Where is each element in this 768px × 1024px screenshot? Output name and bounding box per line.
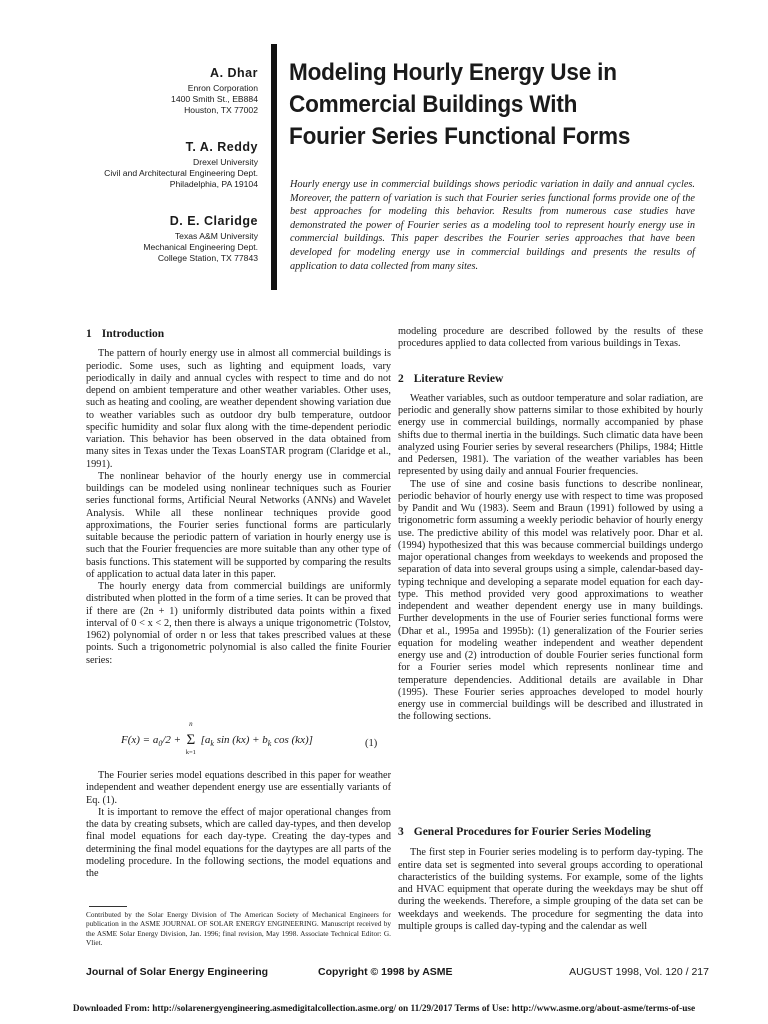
equation-rhs-sin: sin (kx) + b bbox=[213, 734, 268, 747]
author-3 bbox=[143, 214, 258, 264]
section-heading-literature-review bbox=[398, 373, 703, 385]
abstract: Hourly energy use in commercial buildings shows periodic variation in daily and annual cycles. Moreover, the pattern of variation is such that Fourier series functional forms provide one of the best approaches for modeling this behavior. Results from numerous case studies have demonstrated the power of Fourier series as a modeling tool to represent hourly energy use in commercial buildings. This paper describes the Fourier series approaches that have been developed for modeling energy use in commercial buildings and presents the results of application to data collected from many sites. bbox=[290, 179, 695, 272]
section-title: General Procedures for Fourier Series Modeling bbox=[413, 826, 651, 838]
paragraph: The use of sine and cosine basis functions to describe nonlinear, periodic behavior of hourly energy use with respect to time was proposed by Pandit and Wu (1983). Seem and Braun (1991) followed by using a trigonometric form assuming a weekly periodic behavior of hourly energy use. The predictive ability of this model was relatively poor. Dhar et al. (1994) hypothesized that this was because commercial buildings undergo major operational changes from weekdays to weekends and proposed the separation of data into several groups using a simple, calendar-based day-typing technique and developing a separate model equation for each day-type. This method provided very good approximations to weather independent and weather dependent energy use in many buildings. Further developments in the use of Fourier series functional forms were (Dhar et al., 1995a and 1995b): (1) generalization of the Fourier series equation for modeling weather independent and weather dependent energy use and (2) introduction of double Fourier series functional form for a Fourier series model which represents nonlinear time and temperature dependencies. Additional details are available in Dhar (1995). These Fourier series approaches developed to model hourly energy use in commercial buildings will be described and illustrated in the following sections. bbox=[398, 478, 703, 723]
author-affiliation: Drexel University bbox=[193, 157, 258, 167]
section-number: 2 bbox=[398, 372, 404, 385]
title-divider-bar bbox=[271, 44, 277, 290]
section-number: 3 bbox=[398, 826, 404, 838]
right-column bbox=[398, 326, 703, 724]
equation-1: $F(x) = a_0/2$ + n Σ k=1 [$a_k$ $\sin (kx) + b_k$ cos (kx)] bbox=[121, 720, 313, 756]
footnote-rule bbox=[89, 906, 127, 907]
copyright: Copyright © 1998 by ASME bbox=[318, 966, 453, 978]
paragraph: The hourly energy data from commercial buildings are uniformly distributed when plotted in the form of a time series. It can be proved that if there are (2n + 1) uniformly distributed data points within a fixed interval of 0 < x < 2, then there is always a unique trigonometric (Tolstov, 1962) polynomial of order n or less that takes prescribed values at these points. Such a trigonometric polynomial is also called the finite Fourier series: bbox=[86, 581, 391, 666]
journal-name: Journal of Solar Energy Engineering bbox=[86, 966, 269, 978]
paragraph: The Fourier series model equations described in this paper for weather independent and weather dependent energy use are essentially variants of Eq. (1). bbox=[86, 770, 391, 806]
paper-title bbox=[289, 57, 694, 153]
download-notice: Downloaded From: http://solarenergyengineering.asmedigitalcollection.asme.org/ on 11/29/2017 Terms of Use: http://www.asme.org/about-asme/terms-of-use bbox=[72, 1004, 696, 1014]
equation-rhs: [a bbox=[200, 734, 211, 747]
author-address: Philadelphia, PA 19104 bbox=[169, 179, 258, 189]
author-address: 1400 Smith St., EB884 bbox=[171, 94, 258, 104]
author-2 bbox=[104, 140, 258, 190]
paragraph: Weather variables, such as outdoor temperature and solar radiation, are periodic and generally show patterns similar to those exhibited by hourly energy use in commercial buildings, normally accompanied by phase shifts due to thermal inertia in the buildings. Such climatic data have been analyzed using Fourier series by several researchers (Philips, 1984; Hittle and Pedersen, 1981). The variation of the weather variables has been represented by using daily and annual Fourier frequencies. bbox=[398, 392, 703, 478]
issue-info: AUGUST 1998, Vol. 120 / 217 bbox=[569, 966, 709, 978]
section-heading-introduction bbox=[86, 328, 391, 340]
paragraph: The nonlinear behavior of the hourly energy use in commercial buildings can be modeled using nonlinear techniques such as Fourier series functional forms, Artificial Neural Networks (ANNs) and Wavelet Analysis. While all these nonlinear techniques provide good approximations, the Fourier series functional forms are particularly suitable because the periodic pattern of variation in hourly energy use is such that the Fourier frequencies are more suitable than any other type of basis functions. This statement will be supported by comparing the results of application to actual data later in this paper. bbox=[86, 470, 391, 580]
paragraph: The pattern of hourly energy use in almost all commercial buildings is periodic. Some uses, such as lighting and equipment loads, vary periodically in daily and annual cycles with respect to time and do not depend on ambient temperature and other weather variables. Other uses, such as heating and cooling, are weather dependent showing variation due to weather variables such as outdoor dry bulb temperature, outdoor specific humidity and solar flux along with the time-dependent periodic variation. This behavior has been observed in the data obtained from many sites in Texas under the Texas LoanSTAR program (Claridge et al., 1991). bbox=[86, 348, 391, 470]
section-title: Literature Review bbox=[413, 372, 504, 385]
section-title: Introduction bbox=[101, 328, 165, 340]
author-address: College Station, TX 77843 bbox=[157, 253, 258, 263]
author-affiliation: Texas A&M University bbox=[174, 231, 258, 241]
section-number: 1 bbox=[86, 328, 92, 340]
title-line: Fourier Series Functional Forms bbox=[289, 123, 631, 150]
author-address: Houston, TX 77002 bbox=[184, 105, 258, 115]
left-column bbox=[86, 328, 391, 667]
author-affiliation: Enron Corporation bbox=[187, 83, 258, 93]
left-column-continued bbox=[86, 770, 391, 880]
paragraph: The first step in Fourier series modeling is to perform day-typing. The entire data set is segmented into several groups according to operational characteristics of the building systems. For example, some of the lights and HVAC equipment that operate during the weekdays may be shut off during the weekends. Therefore, a simple grouping of the data set can be weekdays and weekends. The procedure for segmenting the data into multiple groups is called day-typing and the calendar as well bbox=[398, 847, 703, 932]
paragraph: It is important to remove the effect of major operational changes from the data by creating subsets, which are called day-types, and then develop final model equations for each day-type. Creating the day-types and determining the final model equations for the daytypes are all parts of the modeling procedure. In the following sections, the model equations and the bbox=[86, 806, 391, 879]
author-name: D. E. Claridge bbox=[169, 214, 258, 228]
author-department: Mechanical Engineering Dept. bbox=[143, 242, 258, 252]
title-line: Modeling Hourly Energy Use in bbox=[289, 59, 617, 86]
equation-number: (1) bbox=[365, 738, 378, 749]
equation-lhs: F(x) = a bbox=[121, 734, 159, 747]
author-name: T. A. Reddy bbox=[185, 140, 258, 154]
section-heading-general-procedures bbox=[398, 826, 703, 838]
summation-symbol: Σ bbox=[186, 732, 196, 748]
title-line: Commercial Buildings With bbox=[289, 91, 578, 118]
footnote: Contributed by the Solar Energy Division of The American Society of Mechanical Engineers for publication in the ASME JOURNAL OF SOLAR ENERGY ENGINEERING. Manuscript received by the ASME Solar Energy Division, Jan. 1996; final revision, May 1998. Associate Technical Editor: G. Vliet. bbox=[86, 910, 391, 948]
author-1 bbox=[171, 66, 258, 116]
right-column-section-3 bbox=[398, 826, 703, 933]
equation-mid: /2 + bbox=[162, 734, 184, 747]
equation-rhs-cos: cos (kx)] bbox=[271, 734, 313, 747]
paragraph: modeling procedure are described followed by the results of these procedures applied to data collected from various buildings in Texas. bbox=[398, 326, 703, 350]
sum-upper-limit: n bbox=[189, 720, 193, 728]
sum-lower-limit: k=1 bbox=[185, 749, 196, 756]
author-department: Civil and Architectural Engineering Dept. bbox=[104, 168, 258, 178]
author-name: A. Dhar bbox=[210, 66, 258, 80]
